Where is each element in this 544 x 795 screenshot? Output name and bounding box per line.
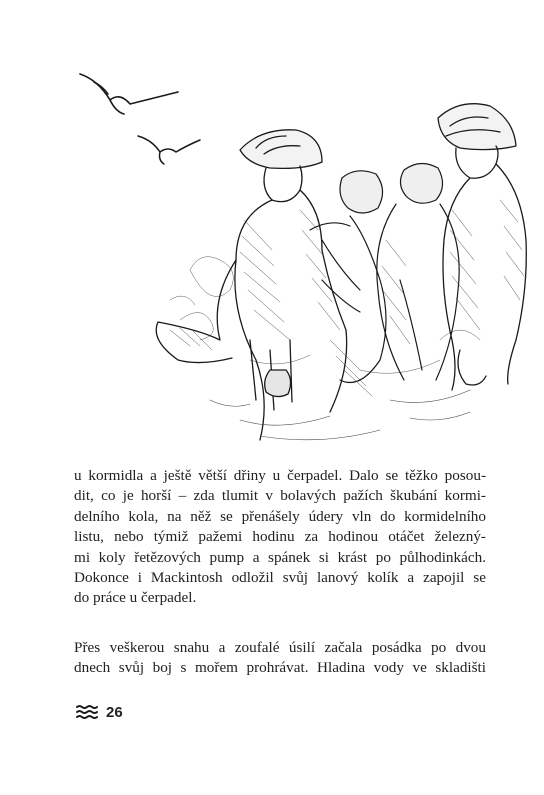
text-line: Dokonce i Mackintosh odložil svůj lanový kolík a zapojil se: [74, 569, 486, 587]
sailor-right: [438, 104, 526, 390]
sailor-left: [156, 130, 346, 440]
text-line: do práce u čerpadel.: [74, 589, 197, 607]
text-line: dnech svůj boj s mořem prohrávat. Hladina vody ve skladišti: [74, 659, 486, 677]
sailor-injured: [310, 171, 386, 383]
sailor-middle: [377, 163, 459, 380]
text-line: listu, nebo týmiž pažemi hodinu za hodinou otáčet železný-: [74, 528, 486, 546]
seagull-2: [138, 136, 200, 164]
text-line: u kormidla a ještě větší dřiny u čerpadel. Dalo se těžko posou-: [74, 467, 486, 484]
page-number: 26: [106, 703, 123, 721]
waves-icon: [76, 704, 98, 720]
text-line: mi koly řetězových pump a spánek si krást po půlhodinkách.: [74, 548, 486, 566]
paragraph-1: [74, 466, 486, 609]
text-line: dit, co je horší – zda tlumit v bolavých pažích škubání kormi-: [74, 487, 486, 505]
page-footer: [76, 700, 123, 724]
text-line: delního kola, na něž se přenášely údery vln do kormidelního: [74, 507, 486, 525]
text-line: Přes veškerou snahu a zoufalé úsilí začala posádka po dvou: [74, 639, 486, 656]
paragraph-2: [74, 638, 486, 679]
seagull-1: [80, 74, 178, 114]
sailors-illustration: [60, 40, 530, 460]
